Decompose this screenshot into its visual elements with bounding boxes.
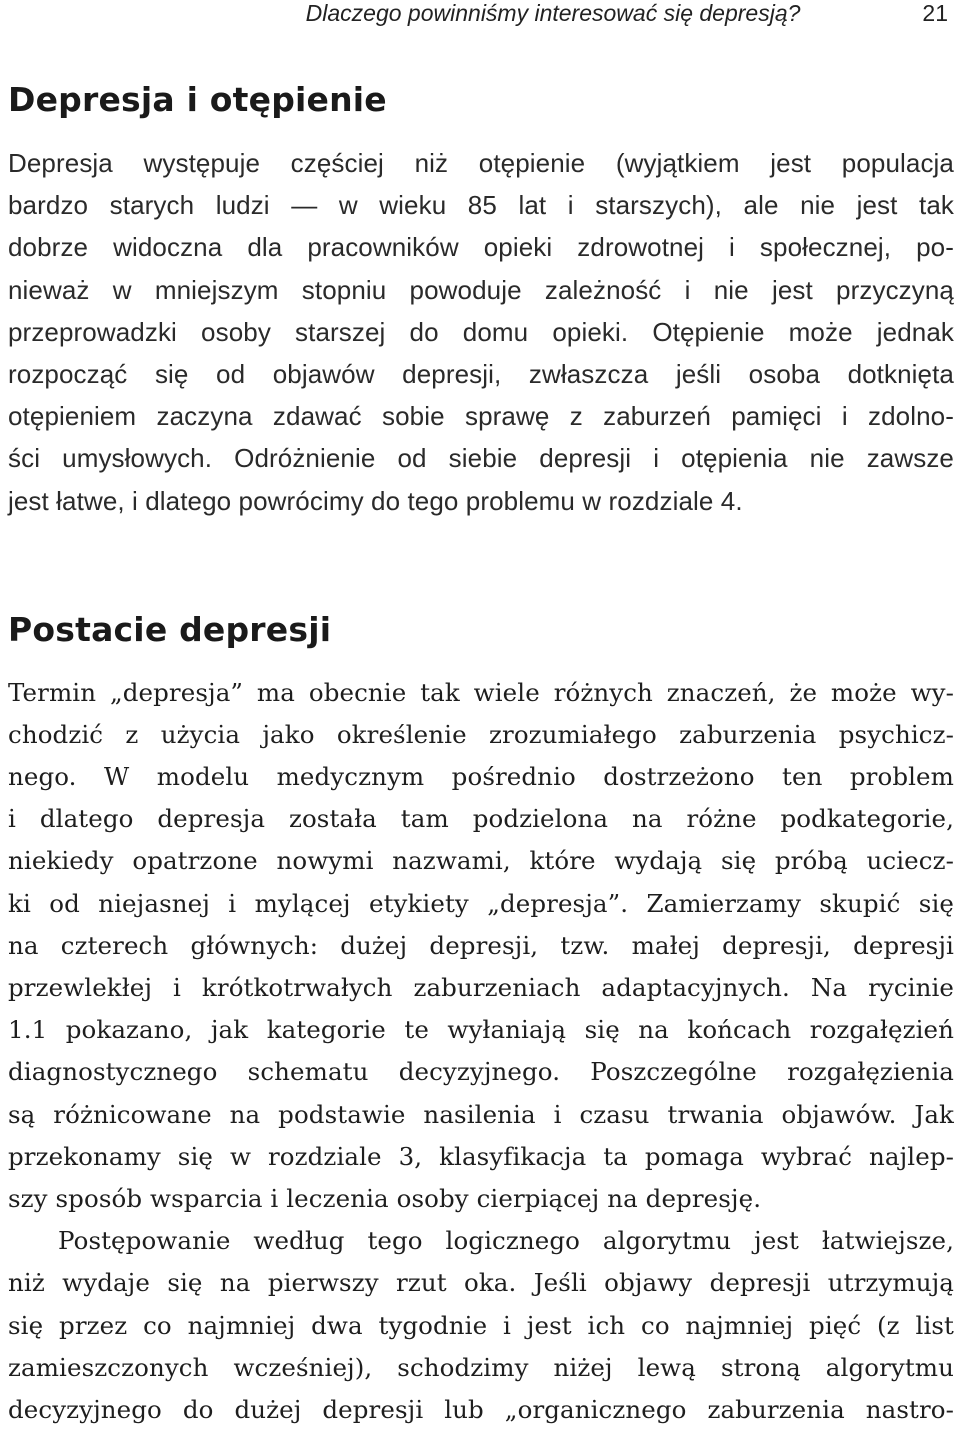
text-line: Depresja występuje częściej niż otępienie (wyjątkiem jest populacja	[8, 148, 954, 178]
page-number: 21	[922, 0, 948, 26]
section-forms-paragraph-1	[8, 672, 954, 1220]
text-line: nego. W modelu medycznym pośrednio dostrzeżono ten problem	[8, 762, 954, 792]
text-line: chodzić z użycia jako określenie zrozumiałego zaburzenia psychicz-	[8, 719, 954, 749]
text-line: jest łatwe, i dlatego powrócimy do tego problemu w rozdziale 4.	[8, 485, 743, 516]
text-line: 1.1 pokazano, jak kategorie te wyłaniają się na końcach rozgałęzień	[8, 1015, 954, 1045]
section-heading-forms: Postacie depresji	[8, 609, 332, 649]
text-line: zamieszczonych wcześniej), schodzimy niżej lewą stroną algorytmu	[8, 1352, 954, 1382]
text-line: się przez co najmniej dwa tygodnie i jest ich co najmniej pięć (z list	[8, 1310, 954, 1340]
section-dementia-paragraph	[8, 142, 954, 522]
text-line: są różnicowane na podstawie nasilenia i czasu trwania objawów. Jak	[8, 1099, 954, 1129]
running-title: Dlaczego powinniśmy interesować się depresją?	[305, 0, 801, 26]
text-line: ści umysłowych. Odróżnienie od siebie depresji i otępienia nie zawsze	[8, 443, 954, 474]
text-line: szy sposób wsparcia i leczenia osoby cierpiącej na depresję.	[8, 1183, 762, 1213]
text-line: diagnostycznego schematu decyzyjnego. Poszczególne rozgałęzienia	[8, 1057, 954, 1087]
text-line: dobrze widoczna dla pracowników opieki zdrowotnej i społecznej, po-	[8, 232, 954, 263]
text-line: na czterech głównych: dużej depresji, tzw. małej depresji, depresji	[8, 930, 954, 960]
text-line: otępieniem zaczyna zdawać sobie sprawę z zaburzeń pamięci i zdolno-	[8, 401, 954, 432]
section-forms-paragraph-2	[8, 1220, 954, 1431]
text-line: rozpocząć się od objawów depresji, zwłaszcza jeśli osoba dotknięta	[8, 358, 954, 389]
text-line: przewlekłej i krótkotrwałych zaburzeniach adaptacyjnych. Na rycinie	[8, 973, 954, 1002]
text-line: ki od niejasnej i mylącej etykiety „depresja”. Zamierzamy skupić się	[8, 888, 954, 918]
text-line: przekonamy się w rozdziale 3, klasyfikacja ta pomaga wybrać najlep-	[8, 1141, 954, 1171]
text-line: Postępowanie według tego logicznego algorytmu jest łatwiejsze,	[58, 1226, 954, 1256]
text-line: przeprowadzki osoby starszej do domu opieki. Otępienie może jednak	[8, 316, 954, 347]
running-header	[8, 0, 954, 30]
text-line: Termin „depresja” ma obecnie tak wiele różnych znaczeń, że może wy-	[8, 677, 954, 707]
text-line: decyzyjnego do dużej depresji lub „organicznego zaburzenia nastro-	[8, 1394, 954, 1424]
text-line: niż wydaje się na pierwszy rzut oka. Jeśli objawy depresji utrzymują	[8, 1268, 954, 1298]
section-heading-dementia: Depresja i otępienie	[8, 80, 387, 119]
text-line: niekiedy opatrzone nowymi nazwami, które wydają się próbą uciecz-	[8, 846, 954, 876]
book-page	[8, 0, 954, 1431]
text-line: i dlatego depresja została tam podzielona na różne podkategorie,	[8, 804, 954, 834]
text-line: nieważ w mniejszym stopniu powoduje zależność i nie jest przyczyną	[8, 274, 954, 305]
text-line: bardzo starych ludzi — w wieku 85 lat i starszych), ale nie jest tak	[8, 190, 954, 221]
